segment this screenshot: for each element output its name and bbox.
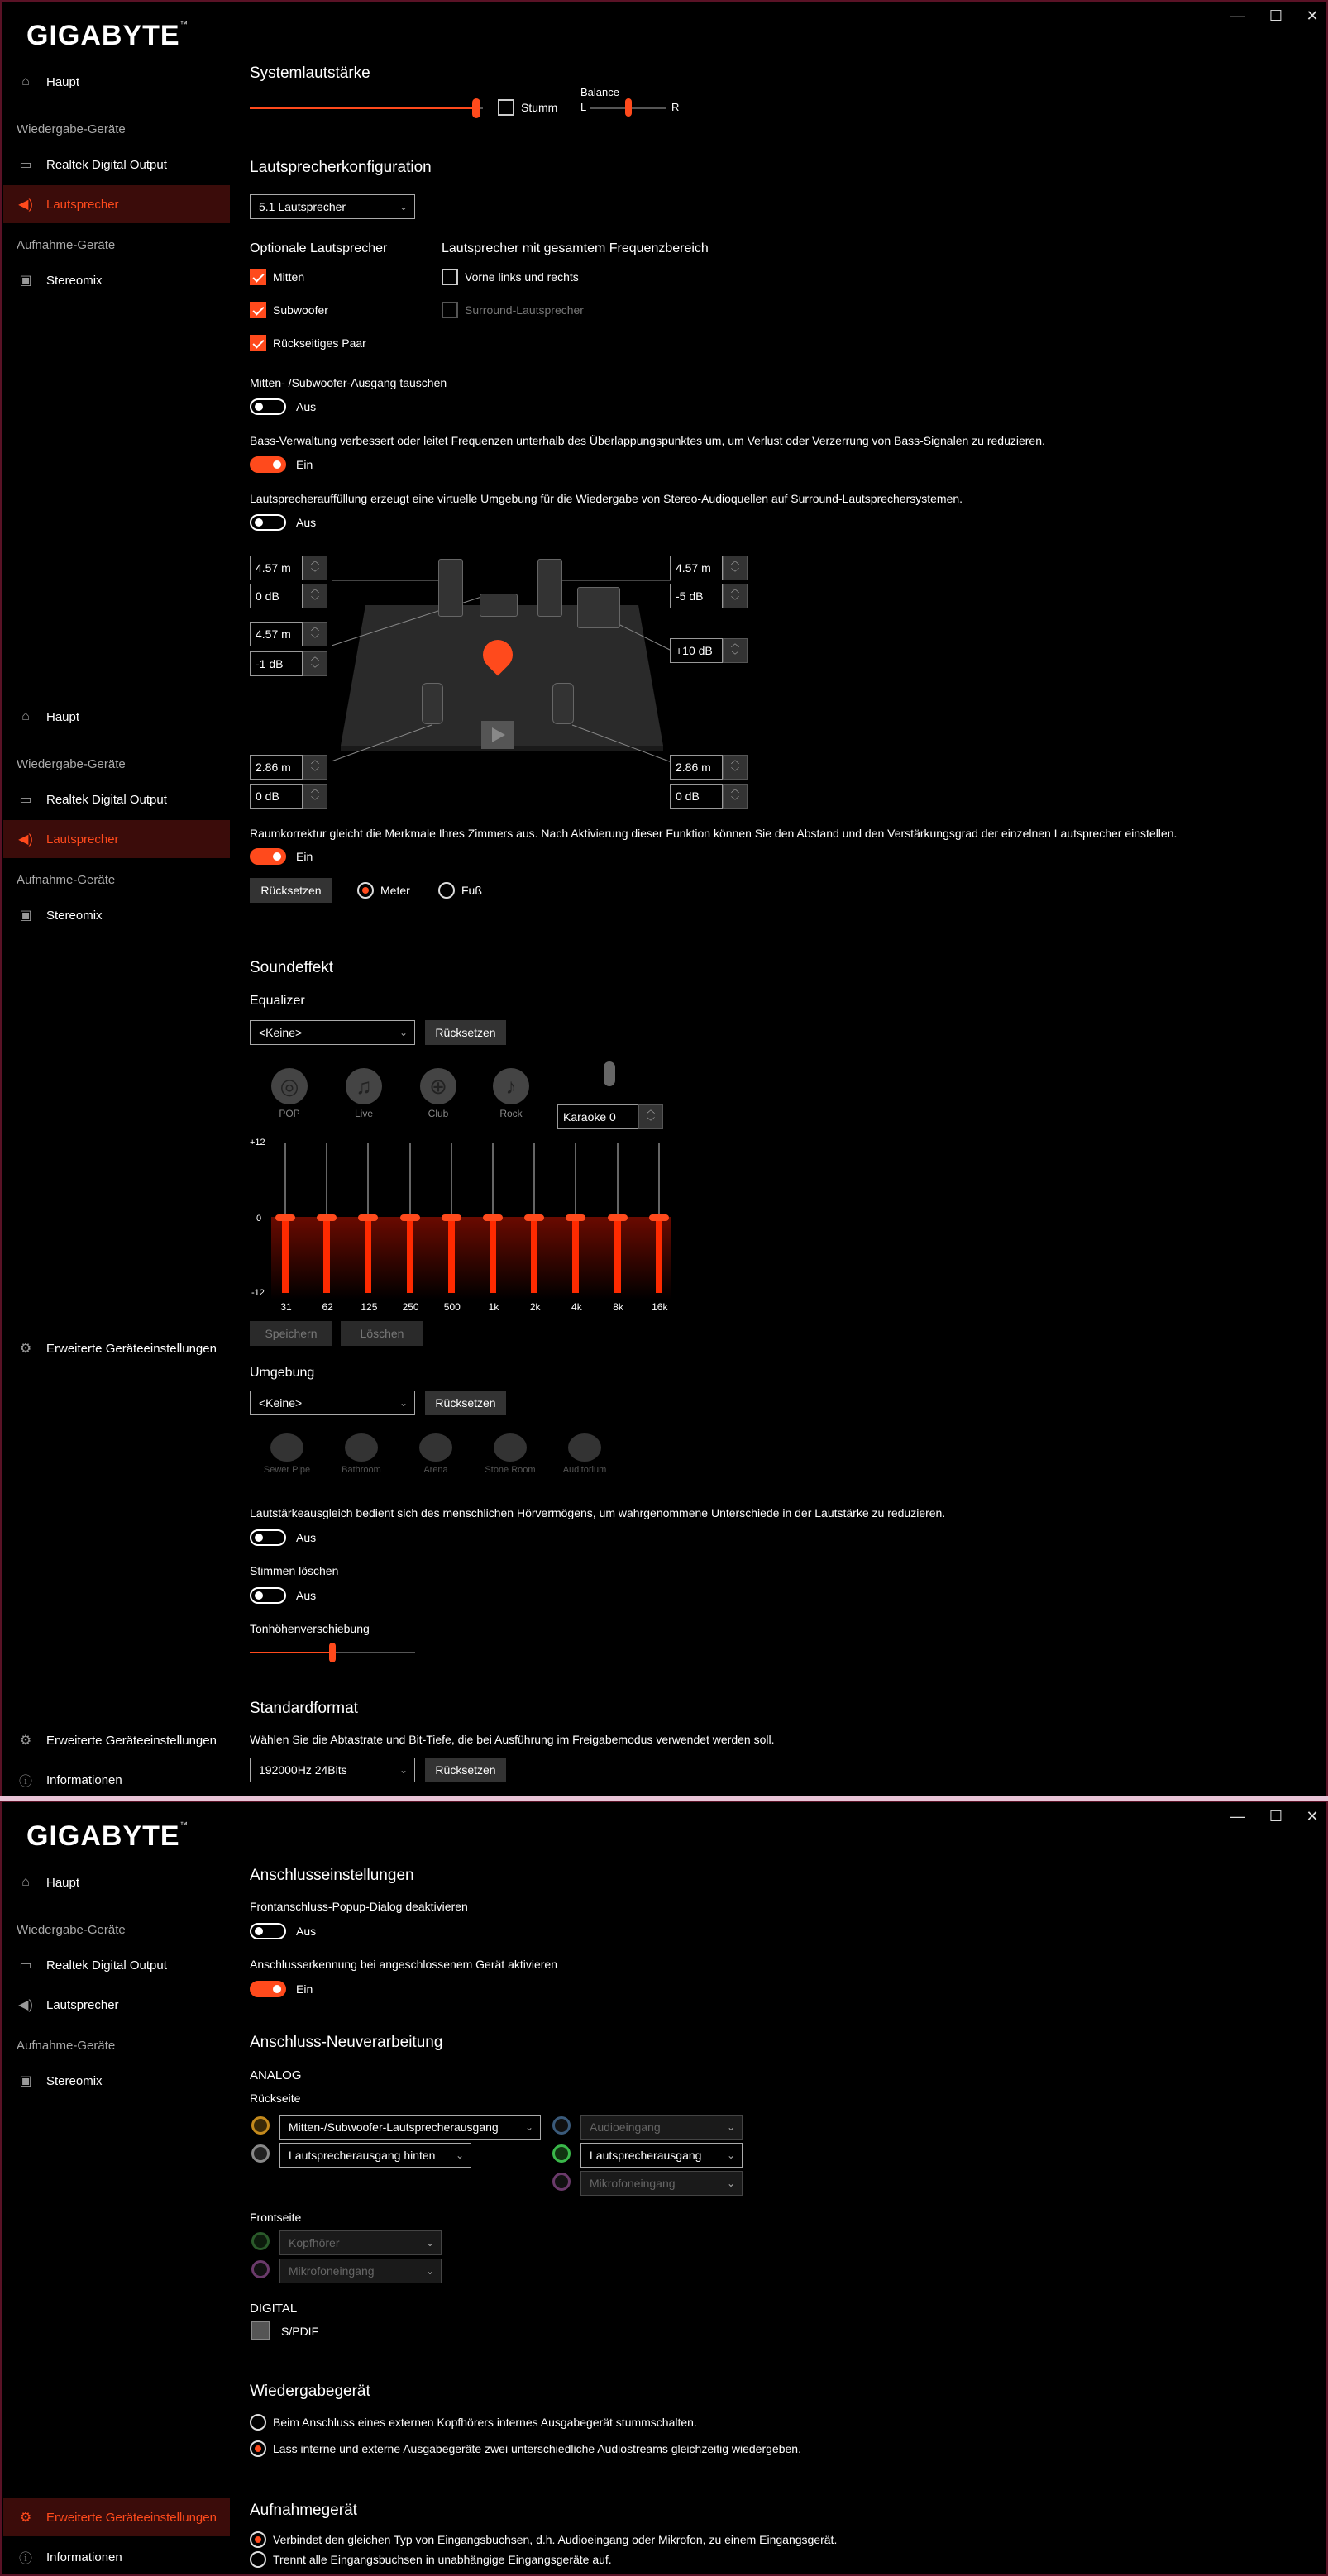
eq-band-thumb[interactable] xyxy=(566,1214,585,1221)
maximize-button[interactable]: ☐ xyxy=(1268,1808,1283,1825)
chevron-down-icon: ⌄ xyxy=(425,2265,434,2277)
pink-jack-icon xyxy=(552,2173,571,2191)
recording-option-1-radio[interactable] xyxy=(250,2531,266,2548)
preset-club[interactable]: ⊕ Club xyxy=(413,1068,463,1119)
recording-option-2-radio[interactable] xyxy=(250,2551,266,2568)
sidebar-item-info[interactable]: ⓘ Informationen xyxy=(3,1761,230,1799)
section-title-retask: Anschluss-Neuverarbeitung xyxy=(250,2034,443,2051)
eq-scale-bottom: -12 xyxy=(251,1288,265,1298)
front-jack-select-1[interactable]: Kopfhörer ⌄ xyxy=(279,2230,442,2255)
mute-checkbox[interactable] xyxy=(498,99,514,116)
std-format-select[interactable]: 192000Hz 24Bits ⌄ xyxy=(250,1758,415,1782)
volume-slider-fill xyxy=(250,107,476,109)
analog-label: ANALOG xyxy=(250,2068,302,2082)
home-icon: ⌂ xyxy=(21,1875,30,1889)
close-button[interactable]: ✕ xyxy=(1306,1808,1319,1825)
swap-label: Mitten- /Subwoofer-Ausgang tauschen xyxy=(250,376,447,389)
rear-jack-select-1[interactable]: Mitten-/Subwoofer-Lautsprecherausgang ⌄ xyxy=(279,2115,541,2140)
playback-option-2-radio[interactable] xyxy=(250,2440,266,2457)
blue-jack-icon xyxy=(552,2116,571,2135)
front-right-gain-stepper[interactable] xyxy=(723,584,748,608)
chevron-up-icon[interactable]: ︿ xyxy=(311,756,319,766)
bass-toggle[interactable] xyxy=(250,456,286,473)
eq-band-level xyxy=(282,1218,289,1293)
rear-left-distance-stepper[interactable] xyxy=(303,755,327,780)
front-right-speaker-icon xyxy=(537,559,562,617)
chevron-up-icon[interactable]: ︿ xyxy=(731,785,739,794)
chevron-up-icon[interactable]: ︿ xyxy=(731,756,739,766)
chevron-up-icon[interactable]: ︿ xyxy=(731,557,739,566)
eq-band-level xyxy=(365,1218,371,1293)
front-left-gain-stepper[interactable] xyxy=(303,584,327,608)
equalizer-title: Equalizer xyxy=(250,994,305,1008)
chevron-down-icon[interactable]: ﹀ xyxy=(731,651,739,661)
sidebar-item-lautsprecher[interactable]: ◀) Lautsprecher xyxy=(3,1986,230,2024)
eq-band-level xyxy=(490,1218,496,1293)
chevron-down-icon: ⌄ xyxy=(399,1764,408,1776)
speaker-fill-state: Aus xyxy=(296,516,317,529)
subwoofer-gain[interactable]: +10 dB xyxy=(670,638,723,663)
chevron-down-icon: ⌄ xyxy=(726,2149,735,2161)
home-icon: ⌂ xyxy=(21,74,30,88)
optional-subwoofer-checkbox[interactable] xyxy=(250,302,266,318)
microphone-icon xyxy=(604,1061,615,1086)
digital-output-icon: ▭ xyxy=(19,1958,32,1973)
digital-output-icon: ▭ xyxy=(19,158,32,172)
sidebar-group-recording: Aufnahme-Geräte xyxy=(17,2039,116,2053)
info-icon: ⓘ xyxy=(18,1774,32,1789)
section-title-speaker-config: Lautsprecherkonfiguration xyxy=(250,159,432,176)
env-preset-sewer[interactable]: Sewer Pipe xyxy=(258,1433,316,1475)
disco-ball-icon: ⊕ xyxy=(420,1068,456,1104)
optional-rear-pair-checkbox[interactable] xyxy=(250,335,266,351)
balance-label: Balance xyxy=(580,86,619,98)
environment-reset-button[interactable]: Rücksetzen xyxy=(425,1391,506,1415)
rear-jack-select-2[interactable]: Lautsprecherausgang hinten ⌄ xyxy=(279,2143,471,2168)
front-left-distance[interactable]: 4.57 m xyxy=(250,556,303,580)
gear-icon: ⚙ xyxy=(19,1342,32,1356)
digital-label: DIGITAL xyxy=(250,2302,298,2316)
crowd-icon: ♫ xyxy=(346,1068,382,1104)
rear-jack-select-5[interactable]: Mikrofoneingang ⌄ xyxy=(580,2171,743,2196)
karaoke-value[interactable]: Karaoke 0 xyxy=(557,1104,638,1129)
sidebar-group-recording: Aufnahme-Geräte xyxy=(17,873,116,887)
optional-rear-pair-label: Rückseitiges Paar xyxy=(273,336,366,350)
subwoofer-gain-stepper[interactable] xyxy=(723,638,748,663)
eq-band-label: 2k xyxy=(529,1301,541,1313)
eq-gradient xyxy=(271,1217,671,1300)
sidebar-item-erweitert[interactable]: ⚙ Erweiterte Geräteeinstellungen xyxy=(3,2498,230,2536)
digital-output-icon: ▭ xyxy=(19,793,32,807)
unit-foot-radio[interactable] xyxy=(438,882,455,899)
gear-icon: ⚙ xyxy=(19,2511,32,2525)
chevron-down-icon: ⌄ xyxy=(399,1027,408,1038)
chevron-down-icon[interactable]: ﹀ xyxy=(731,597,739,606)
voice-cancel-state: Aus xyxy=(296,1589,317,1602)
orange-jack-icon xyxy=(251,2116,270,2135)
room-correction-label: Raumkorrektur gleicht die Merkmale Ihres Zimmers aus. Nach Aktivierung dieser Funktion können Sie den Abstand und den Verstärkungsgrad der einzelnen Lautsprecher einstellen. xyxy=(250,827,1178,840)
subwoofer-icon xyxy=(577,587,620,628)
section-title-connector: Anschlusseinstellungen xyxy=(250,1867,414,1884)
gigabyte-logo: GIGABYTE™ xyxy=(26,1820,189,1852)
sidebar-item-realtek[interactable]: ▭ Realtek Digital Output xyxy=(3,1946,230,1984)
sidebar-item-stereomix[interactable]: ▣ Stereomix xyxy=(3,261,230,299)
equalizer-select[interactable]: <Keine> ⌄ xyxy=(250,1020,415,1045)
eq-band-level xyxy=(572,1218,579,1293)
spdif-label: S/PDIF xyxy=(281,2325,319,2338)
balance-right-label: R xyxy=(671,101,680,113)
env-preset-auditorium[interactable]: Auditorium xyxy=(556,1433,614,1475)
guitar-icon: ♪ xyxy=(493,1068,529,1104)
chevron-down-icon: ⌄ xyxy=(455,2149,464,2161)
sidebar-item-haupt[interactable]: ⌂ Haupt xyxy=(3,698,230,736)
eq-band-thumb[interactable] xyxy=(317,1214,337,1221)
front-right-distance-stepper[interactable] xyxy=(723,556,748,580)
eq-band-thumb[interactable] xyxy=(442,1214,461,1221)
sidebar-group-recording: Aufnahme-Geräte xyxy=(17,238,116,252)
unit-foot-label: Fuß xyxy=(461,884,482,897)
chevron-up-icon[interactable]: ︿ xyxy=(311,785,319,794)
room-reset-button[interactable]: Rücksetzen xyxy=(250,878,332,903)
eq-band-label: 250 xyxy=(402,1301,419,1313)
minimize-button[interactable]: — xyxy=(1230,7,1245,24)
chevron-down-icon[interactable]: ﹀ xyxy=(731,569,739,578)
speaker-icon: ◀) xyxy=(18,832,33,847)
chevron-up-icon[interactable]: ︿ xyxy=(647,1106,655,1115)
gear-icon: ⚙ xyxy=(19,1734,32,1748)
theater-masks-icon xyxy=(568,1433,601,1462)
stereomix-icon: ▣ xyxy=(19,909,32,923)
swap-toggle[interactable] xyxy=(250,398,286,415)
maximize-button[interactable]: ☐ xyxy=(1268,7,1283,24)
playback-option-1-radio[interactable] xyxy=(250,2414,266,2431)
preset-rock[interactable]: ♪ Rock xyxy=(486,1068,536,1119)
recording-option-1-label: Verbindet den gleichen Typ von Eingangsbuchsen, d.h. Audioeingang oder Mikrofon, zu einem Eingangsgerät. xyxy=(273,2533,838,2546)
sidebar-item-info[interactable]: ⓘ Informationen xyxy=(3,2538,230,2576)
mute-label: Stumm xyxy=(521,101,558,114)
green-jack-icon xyxy=(552,2144,571,2163)
chevron-down-icon[interactable]: ﹀ xyxy=(731,797,739,806)
eq-band-thumb[interactable] xyxy=(275,1214,295,1221)
sidebar-item-erweitert[interactable]: ⚙ Erweiterte Geräteeinstellungen xyxy=(3,1329,230,1367)
spdif-port-icon xyxy=(251,2321,270,2340)
room-correction-state: Ein xyxy=(296,850,313,863)
rear-jack-select-3[interactable]: Audioeingang ⌄ xyxy=(580,2115,743,2140)
rear-jack-select-4[interactable]: Lautsprecherausgang ⌄ xyxy=(580,2143,743,2168)
preset-pop[interactable]: ◎ POP xyxy=(265,1068,314,1119)
eq-band-label: 16k xyxy=(652,1301,668,1313)
room-correction-toggle[interactable] xyxy=(250,848,286,865)
chevron-down-icon: ⌄ xyxy=(726,2121,735,2133)
eq-band-thumb[interactable] xyxy=(608,1214,628,1221)
optional-center-label: Mitten xyxy=(273,270,305,284)
rear-left-distance[interactable]: 2.86 m xyxy=(250,755,303,780)
section-title-recording-device: Aufnahmegerät xyxy=(250,2502,357,2519)
jack-detect-label: Anschlusserkennung bei angeschlossenem Gerät aktivieren xyxy=(250,1958,557,1971)
chevron-down-icon: ⌄ xyxy=(425,2237,434,2249)
rear-right-distance[interactable]: 2.86 m xyxy=(670,755,723,780)
eq-band-label: 62 xyxy=(322,1301,333,1313)
pitch-label: Tonhöhenverschiebung xyxy=(250,1622,370,1635)
chevron-up-icon[interactable]: ︿ xyxy=(311,653,319,662)
jack-detect-state: Ein xyxy=(296,1982,313,1996)
rear-right-gain-stepper[interactable] xyxy=(723,784,748,809)
window-advanced xyxy=(0,1801,1328,2576)
speaker-fill-toggle[interactable] xyxy=(250,514,286,531)
sidebar-item-realtek[interactable]: ▭ Realtek Digital Output xyxy=(3,780,230,818)
fullrange-front-label: Vorne links und rechts xyxy=(465,270,579,284)
info-icon: ⓘ xyxy=(18,2551,32,2566)
unit-meter-radio[interactable] xyxy=(357,882,374,899)
section-title-playback-device: Wiedergabegerät xyxy=(250,2383,370,2400)
fullrange-surround-checkbox[interactable] xyxy=(442,302,458,318)
gigabyte-logo: GIGABYTE™ xyxy=(26,20,189,51)
eq-band-level xyxy=(448,1218,455,1293)
fullrange-surround-label: Surround-Lautsprecher xyxy=(465,303,584,317)
loudness-toggle[interactable] xyxy=(250,1529,286,1546)
green-jack-icon xyxy=(251,2232,270,2250)
stereomix-icon: ▣ xyxy=(19,2074,32,2088)
chevron-down-icon[interactable]: ﹀ xyxy=(311,635,319,644)
center-distance[interactable]: 4.57 m xyxy=(250,622,303,646)
vinyl-icon: ◎ xyxy=(271,1068,308,1104)
eq-band-level xyxy=(407,1218,413,1293)
black-jack-icon xyxy=(251,2144,270,2163)
speaker-icon: ◀) xyxy=(18,198,33,212)
eq-save-button[interactable]: Speichern xyxy=(250,1321,332,1346)
std-format-reset-button[interactable]: Rücksetzen xyxy=(425,1758,506,1782)
rear-right-distance-stepper[interactable] xyxy=(723,755,748,780)
chevron-up-icon[interactable]: ︿ xyxy=(731,585,739,594)
bass-label: Bass-Verwaltung verbessert oder leitet Frequenzen unterhalb des Überlappungspunktes um, um Verlust oder Verzerrung von Bass-Signalen zu reduzieren. xyxy=(250,434,1045,447)
chevron-up-icon[interactable]: ︿ xyxy=(311,585,319,594)
env-preset-stone-room[interactable]: Stone Room xyxy=(481,1433,539,1475)
jack-detect-toggle[interactable] xyxy=(250,1981,286,1997)
section-title-system-volume: Systemlautstärke xyxy=(250,64,370,82)
chevron-down-icon[interactable]: ﹀ xyxy=(311,797,319,806)
loudness-state: Aus xyxy=(296,1531,317,1544)
optional-speakers-title: Optionale Lautsprecher xyxy=(250,241,388,255)
sidebar-item-realtek[interactable]: ▭ Realtek Digital Output xyxy=(3,145,230,184)
front-left-speaker-icon xyxy=(438,559,463,617)
fullrange-front-checkbox[interactable] xyxy=(442,269,458,285)
recording-option-2-label: Trennt alle Eingangsbuchsen in unabhängige Eingangsgeräte auf. xyxy=(273,2553,612,2566)
bass-state: Ein xyxy=(296,458,313,471)
chevron-up-icon[interactable]: ︿ xyxy=(311,557,319,566)
env-preset-arena[interactable]: Arena xyxy=(407,1433,465,1475)
eq-band-label: 4k xyxy=(571,1301,582,1313)
sidebar-item-erweitert[interactable]: ⚙ Erweiterte Geräteeinstellungen xyxy=(3,1721,230,1759)
chevron-down-icon[interactable]: ﹀ xyxy=(647,1118,655,1127)
sidebar-group-playback: Wiedergabe-Geräte xyxy=(17,122,126,136)
rear-left-gain[interactable]: 0 dB xyxy=(250,784,303,809)
sidebar-item-haupt[interactable]: ⌂ Haupt xyxy=(3,63,230,101)
loudness-label: Lautstärkeausgleich bedient sich des menschlichen Hörvermögens, um wahrgenommene Unterschiede in der Lautstärke zu reduzieren. xyxy=(250,1506,946,1519)
stereomix-icon: ▣ xyxy=(19,274,32,288)
chevron-down-icon: ⌄ xyxy=(399,201,408,212)
balance-slider-thumb[interactable] xyxy=(625,98,632,117)
front-left-gain[interactable]: 0 dB xyxy=(250,584,303,608)
close-button[interactable]: ✕ xyxy=(1306,7,1319,24)
front-jack-select-2[interactable]: Mikrofoneingang ⌄ xyxy=(279,2259,442,2283)
rear-left-speaker-icon xyxy=(422,683,443,724)
eq-band-level xyxy=(531,1218,537,1293)
pink-jack-icon xyxy=(251,2260,270,2278)
equalizer-reset-button[interactable]: Rücksetzen xyxy=(425,1020,506,1045)
sidebar-item-stereomix[interactable]: ▣ Stereomix xyxy=(3,2062,230,2100)
environment-select[interactable]: <Keine> ⌄ xyxy=(250,1391,415,1415)
pipe-icon xyxy=(270,1433,303,1462)
rear-right-gain[interactable]: 0 dB xyxy=(670,784,723,809)
sidebar-item-haupt[interactable]: ⌂ Haupt xyxy=(3,1863,230,1901)
front-right-distance[interactable]: 4.57 m xyxy=(670,556,723,580)
chevron-down-icon: ⌄ xyxy=(726,2178,735,2189)
front-popup-state: Aus xyxy=(296,1925,317,1938)
eq-band-thumb[interactable] xyxy=(649,1214,669,1221)
center-speaker-icon xyxy=(480,594,518,617)
front-popup-toggle[interactable] xyxy=(250,1923,286,1939)
fullrange-speakers-title: Lautsprecher mit gesamtem Frequenzbereich xyxy=(442,241,709,255)
speaker-icon: ◀) xyxy=(18,1998,33,2012)
env-preset-bathroom[interactable]: Bathroom xyxy=(332,1433,390,1475)
eq-band-thumb[interactable] xyxy=(400,1214,420,1221)
std-format-desc: Wählen Sie die Abtastrate und Bit-Tiefe, die bei Ausführung im Freigabemodus verwendet werden soll. xyxy=(250,1733,775,1746)
preset-live[interactable]: ♫ Live xyxy=(339,1068,389,1119)
voice-cancel-toggle[interactable] xyxy=(250,1587,286,1604)
volume-slider-thumb[interactable] xyxy=(472,98,480,118)
chevron-down-icon[interactable]: ﹀ xyxy=(311,665,319,674)
front-left-distance-stepper[interactable] xyxy=(303,556,327,580)
rear-left-gain-stepper[interactable] xyxy=(303,784,327,809)
front-popup-label: Frontanschluss-Popup-Dialog deaktivieren xyxy=(250,1900,468,1913)
eq-band-level xyxy=(656,1218,662,1293)
optional-center-checkbox[interactable] xyxy=(250,269,266,285)
center-gain-stepper[interactable] xyxy=(303,651,327,676)
arena-icon xyxy=(419,1433,452,1462)
sidebar-item-stereomix[interactable]: ▣ Stereomix xyxy=(3,896,230,934)
chevron-up-icon[interactable]: ︿ xyxy=(311,623,319,632)
optional-subwoofer-label: Subwoofer xyxy=(273,303,328,317)
home-icon: ⌂ xyxy=(21,709,30,723)
chevron-down-icon: ⌄ xyxy=(399,1397,408,1409)
eq-band-label: 8k xyxy=(613,1301,623,1313)
chevron-down-icon: ⌄ xyxy=(524,2121,533,2133)
sidebar-item-lautsprecher[interactable]: ◀) Lautsprecher xyxy=(3,185,230,223)
eq-scale-top: +12 xyxy=(250,1138,265,1147)
eq-band-label: 1k xyxy=(488,1301,499,1313)
center-distance-stepper[interactable] xyxy=(303,622,327,646)
eq-band-thumb[interactable] xyxy=(524,1214,544,1221)
sidebar-group-playback: Wiedergabe-Geräte xyxy=(17,1923,126,1937)
balance-left-label: L xyxy=(580,101,587,113)
minimize-button[interactable]: — xyxy=(1230,1808,1245,1825)
environment-title: Umgebung xyxy=(250,1366,315,1380)
pitch-slider-thumb[interactable] xyxy=(329,1643,336,1662)
eq-band-label: 125 xyxy=(361,1301,378,1313)
eq-band-thumb[interactable] xyxy=(483,1214,503,1221)
sidebar-item-lautsprecher[interactable]: ◀) Lautsprecher xyxy=(3,820,230,858)
swap-state: Aus xyxy=(296,400,317,413)
sidebar-group-playback: Wiedergabe-Geräte xyxy=(17,757,126,771)
section-title-sound-effect: Soundeffekt xyxy=(250,959,334,976)
voice-cancel-label: Stimmen löschen xyxy=(250,1564,339,1577)
eq-band-label: 31 xyxy=(280,1301,292,1313)
stone-room-icon xyxy=(494,1433,527,1462)
front-label: Frontseite xyxy=(250,2211,302,2224)
chevron-down-icon[interactable]: ﹀ xyxy=(731,768,739,777)
rear-label: Rückseite xyxy=(250,2092,301,2105)
eq-scale-mid: 0 xyxy=(256,1214,262,1224)
chevron-down-icon[interactable]: ﹀ xyxy=(311,597,319,606)
chevron-down-icon[interactable]: ﹀ xyxy=(311,768,319,777)
speaker-config-select[interactable]: 5.1 Lautsprecher ⌄ xyxy=(250,194,415,219)
section-title-std-format: Standardformat xyxy=(250,1700,358,1717)
playback-option-1-label: Beim Anschluss eines externen Kopfhörers internes Ausgabegerät stummschalten. xyxy=(273,2416,697,2429)
chevron-up-icon[interactable]: ︿ xyxy=(731,640,739,649)
karaoke-stepper[interactable] xyxy=(638,1104,663,1129)
eq-band-level xyxy=(614,1218,621,1293)
front-right-gain[interactable]: -5 dB xyxy=(670,584,723,608)
unit-meter-label: Meter xyxy=(380,884,410,897)
pitch-slider-fill xyxy=(250,1652,332,1653)
eq-band-level xyxy=(323,1218,330,1293)
chevron-down-icon[interactable]: ﹀ xyxy=(311,569,319,578)
speaker-fill-label: Lautsprecherauffüllung erzeugt eine virtuelle Umgebung für die Wiedergabe von Stereo-Audioquellen auf Surround-Lautsprechersystemen. xyxy=(250,492,963,505)
shower-icon xyxy=(345,1433,378,1462)
playback-option-2-label: Lass interne und externe Ausgabegeräte zwei unterschiedliche Audiostreams gleichzeitig wiedergeben. xyxy=(273,2442,801,2455)
rear-right-speaker-icon xyxy=(552,683,574,724)
eq-band-thumb[interactable] xyxy=(358,1214,378,1221)
eq-delete-button[interactable]: Löschen xyxy=(341,1321,423,1346)
center-gain[interactable]: -1 dB xyxy=(250,651,303,676)
eq-band-label: 500 xyxy=(443,1301,461,1313)
